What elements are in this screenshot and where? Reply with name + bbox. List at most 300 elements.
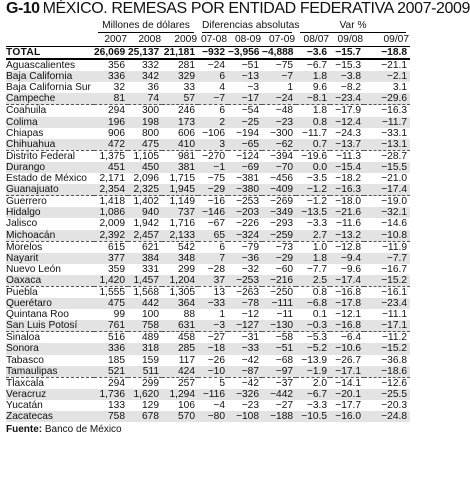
- table-cell: 516: [108, 332, 125, 344]
- table-cell: 99: [113, 309, 125, 321]
- state-name: Sinaloa: [6, 332, 40, 344]
- table-cell: −16.3: [330, 184, 364, 196]
- table-cell: 489: [142, 332, 159, 344]
- group-header-row: [6, 20, 410, 33]
- table-cell: −69: [228, 162, 262, 173]
- table-cell: 173: [162, 117, 198, 128]
- table-cell: −25.5: [364, 389, 410, 400]
- table-cell: −106: [202, 127, 226, 139]
- table-cell: −3: [247, 82, 260, 94]
- table-cell: −226: [236, 218, 260, 230]
- table-cell: −18.2: [335, 173, 362, 185]
- table-cell: −21.0: [381, 173, 407, 185]
- source-text: Banco de México: [44, 424, 122, 436]
- table-cell: −19.0: [381, 196, 407, 208]
- table-cell: −28: [207, 263, 226, 275]
- table-cell: −12.1: [335, 309, 362, 321]
- table-cell: −116: [198, 389, 228, 400]
- table-cell: 381: [162, 162, 198, 173]
- table-cell: 1: [219, 309, 226, 321]
- table-cell: 1,294: [162, 389, 198, 400]
- table-cell: 117: [178, 354, 196, 366]
- table-cell: −62: [262, 139, 296, 151]
- table-cell: −300: [270, 127, 294, 139]
- state-name: Estado de México: [6, 173, 87, 185]
- table-cell: −73: [275, 241, 294, 253]
- table-cell: −14.6: [381, 218, 407, 230]
- table-cell: 1,149: [169, 196, 196, 208]
- table-cell: 332: [142, 60, 159, 72]
- table-cell: 133: [108, 399, 125, 411]
- table-row: [6, 241, 410, 253]
- table-cell: 631: [162, 320, 198, 332]
- table-cell: −13.9: [301, 354, 328, 366]
- state-name: Guerrero: [6, 196, 47, 208]
- table-cell: −12.4: [330, 117, 364, 128]
- table-cell: −18.8: [364, 47, 410, 60]
- total-label: TOTAL: [6, 47, 94, 60]
- table-cell: −253: [228, 275, 262, 287]
- table-cell: −36: [228, 253, 262, 264]
- table-cell: −80: [198, 411, 228, 422]
- table-cell: −3.5: [306, 173, 328, 185]
- table-row: [6, 59, 410, 71]
- table-cell: 2,457: [128, 230, 162, 242]
- table-cell: 1,086: [94, 207, 128, 218]
- table-cell: −21.6: [330, 207, 364, 218]
- column-header: 07-09: [268, 34, 296, 45]
- table-cell: −11: [276, 309, 294, 321]
- table-cell: −24: [262, 93, 296, 105]
- table-cell: 13: [213, 286, 226, 298]
- state-name: Jalisco: [6, 218, 38, 230]
- table-cell: 1,620: [128, 389, 162, 400]
- state-name: Puebla: [6, 286, 38, 298]
- state-name: Chiapas: [6, 127, 44, 139]
- table-cell: −111: [262, 298, 296, 309]
- state-name: Morelos: [6, 241, 43, 253]
- table-cell: 0.8: [296, 117, 330, 128]
- table-cell: 36: [147, 82, 159, 94]
- state-name: Durango: [6, 162, 94, 173]
- state-name: Distrito Federal: [6, 150, 76, 162]
- table-row: [6, 207, 410, 218]
- table-row: [6, 389, 410, 400]
- table-row: [6, 71, 410, 82]
- table-row: [6, 253, 410, 264]
- state-name: Colima: [6, 117, 94, 128]
- state-name: San Luis Potosí: [6, 320, 94, 332]
- table-cell: 906: [108, 127, 125, 139]
- table-row: [6, 117, 410, 128]
- table-row: [6, 332, 410, 344]
- table-cell: −17.8: [330, 298, 364, 309]
- table-row: [6, 320, 410, 332]
- table-cell: −65: [228, 139, 262, 151]
- table-cell: −18.6: [364, 366, 410, 378]
- table-cell: 542: [178, 241, 196, 253]
- table-cell: 299: [178, 263, 196, 275]
- table-cell: 800: [142, 127, 159, 139]
- table-cell: −51: [262, 343, 296, 354]
- table-cell: −51: [241, 60, 260, 72]
- table-cell: −4,888: [262, 47, 296, 60]
- table-cell: 196: [94, 117, 128, 128]
- table-cell: 475: [94, 298, 128, 309]
- table-cell: −58: [275, 332, 294, 344]
- table-cell: −130: [262, 320, 296, 332]
- table-cell: 33: [183, 82, 196, 94]
- table-cell: −381: [236, 173, 260, 185]
- table-cell: 336: [94, 343, 128, 354]
- table-cell: −108: [228, 411, 262, 422]
- table-cell: 331: [142, 263, 159, 275]
- table-cell: 1,402: [133, 196, 159, 208]
- table-cell: 511: [128, 366, 162, 378]
- table-cell: −87: [228, 366, 262, 378]
- table-cell: −11.1: [381, 309, 407, 321]
- table-cell: 678: [128, 411, 162, 422]
- table-cell: 621: [142, 241, 159, 253]
- table-cell: −78: [228, 298, 262, 309]
- table-cell: −9.6: [340, 263, 362, 275]
- table-row: [6, 230, 410, 242]
- table-cell: −1.2: [306, 196, 328, 208]
- table-cell: 2,096: [133, 173, 159, 185]
- table-cell: −3,956: [228, 47, 262, 60]
- table-cell: 25,137: [128, 47, 162, 60]
- table-cell: −13.7: [330, 139, 364, 151]
- column-header: 09/08: [337, 34, 364, 45]
- state-name: Baja California: [6, 71, 94, 82]
- table-row: [6, 355, 410, 366]
- table-cell: −6.7: [296, 389, 330, 400]
- table-cell: 1,942: [133, 218, 159, 230]
- table-cell: −32: [241, 263, 260, 275]
- table-cell: −29.6: [364, 93, 410, 105]
- table-cell: 1.8: [296, 253, 330, 264]
- table-cell: −16.1: [381, 286, 407, 298]
- table-cell: 1,716: [169, 218, 196, 230]
- table-row: [6, 411, 410, 422]
- table-cell: −1.9: [296, 366, 330, 378]
- year-header-row: [6, 33, 410, 47]
- table-cell: −7: [262, 71, 296, 82]
- state-name: Tlaxcala: [6, 377, 44, 389]
- table-cell: −75: [275, 60, 294, 72]
- table-cell: 348: [162, 253, 198, 264]
- table-row: [6, 377, 410, 389]
- table-cell: 1,204: [162, 275, 198, 287]
- table-cell: −20.3: [381, 399, 407, 411]
- table-cell: −27: [207, 332, 226, 344]
- table-cell: −37: [275, 377, 294, 389]
- table-cell: −25: [228, 117, 262, 128]
- table-cell: −54: [241, 105, 260, 117]
- column-header: 07-08: [200, 34, 228, 45]
- state-name: Hidalgo: [6, 207, 94, 218]
- table-cell: 364: [162, 298, 198, 309]
- table-cell: −26: [207, 354, 226, 366]
- table-cell: 6: [219, 105, 226, 117]
- table-cell: −11.6: [336, 218, 362, 230]
- table-cell: −188: [262, 411, 296, 422]
- table-cell: 1,945: [162, 184, 198, 196]
- table-cell: −23.4: [364, 298, 410, 309]
- table-cell: −324: [228, 230, 262, 242]
- table-cell: −15.2: [364, 275, 410, 287]
- table-cell: −15.7: [330, 47, 364, 60]
- table-cell: −21.1: [381, 60, 407, 72]
- table-row: [6, 218, 410, 229]
- table-cell: 1,418: [99, 196, 125, 208]
- table-cell: 1: [287, 82, 294, 94]
- table-cell: −259: [262, 230, 296, 242]
- column-header: 2008: [138, 34, 161, 45]
- table-cell: −97: [262, 366, 296, 378]
- table-cell: −253: [236, 196, 260, 208]
- table-cell: 424: [162, 366, 198, 378]
- table-row: [6, 298, 410, 309]
- table-cell: 521: [94, 366, 128, 378]
- table-cell: 100: [142, 309, 159, 321]
- table-cell: 384: [128, 253, 162, 264]
- table-cell: 1,715: [169, 173, 196, 185]
- table-row: [6, 196, 410, 208]
- table-cell: 294: [108, 105, 125, 117]
- table-cell: 758: [94, 411, 128, 422]
- table-cell: −1.2: [296, 184, 330, 196]
- table-cell: 4: [219, 82, 226, 94]
- table-cell: −6.4: [340, 332, 362, 344]
- table-cell: 1,568: [133, 286, 159, 298]
- table-cell: −4: [213, 399, 226, 411]
- table-cell: 450: [128, 162, 162, 173]
- table-cell: 0.0: [296, 162, 330, 173]
- table-cell: −1: [198, 162, 228, 173]
- group-header-pct: Var %: [300, 20, 406, 33]
- table-cell: −13.2: [330, 230, 364, 242]
- table-cell: −9.4: [330, 253, 364, 264]
- table-cell: 0.1: [312, 309, 328, 321]
- table-cell: 1,736: [94, 389, 128, 400]
- table-cell: −7: [198, 93, 228, 105]
- table-cell: −16: [207, 196, 226, 208]
- state-name: Tamaulipas: [6, 366, 94, 378]
- table-cell: 2,392: [94, 230, 128, 242]
- state-name: Nuevo León: [6, 263, 61, 275]
- table-cell: −17.4: [364, 184, 410, 196]
- table-cell: −42: [241, 354, 260, 366]
- table-cell: 359: [108, 263, 125, 275]
- table-cell: −16.8: [335, 286, 362, 298]
- table-cell: −5.3: [306, 332, 328, 344]
- table-cell: 257: [178, 377, 196, 389]
- table-cell: −24: [207, 60, 226, 72]
- table-cell: −8.2: [340, 82, 362, 94]
- table-cell: 1,375: [99, 150, 125, 162]
- table-cell: 198: [128, 117, 162, 128]
- table-cell: −12.8: [335, 241, 362, 253]
- group-header-usd: Millones de dólares: [98, 20, 194, 33]
- table-cell: −10.8: [364, 230, 410, 242]
- table-cell: 1,457: [128, 275, 162, 287]
- table-cell: −11.7: [302, 127, 328, 139]
- table-cell: 285: [162, 343, 198, 354]
- source-label: Fuente:: [6, 424, 43, 436]
- table-cell: −216: [262, 275, 296, 287]
- state-name: Tabasco: [6, 354, 44, 366]
- remittances-table: [6, 20, 410, 422]
- table-cell: 2.5: [296, 275, 330, 287]
- table-cell: 2.7: [296, 230, 330, 242]
- table-cell: −6.7: [306, 60, 328, 72]
- table-cell: −20.1: [330, 389, 364, 400]
- table-cell: −11.9: [381, 241, 407, 253]
- table-cell: −442: [262, 389, 296, 400]
- table-row: [6, 82, 410, 93]
- table-cell: 81: [94, 93, 128, 105]
- state-name: Michoacán: [6, 230, 94, 242]
- table-row: [6, 275, 410, 287]
- table-row: [6, 162, 410, 173]
- table-row: [6, 309, 410, 320]
- table-cell: −409: [262, 184, 296, 196]
- column-header: 09/07: [383, 34, 409, 45]
- table-cell: 758: [128, 320, 162, 332]
- state-name: Quintana Roo: [6, 309, 69, 321]
- table-cell: 106: [178, 399, 196, 411]
- table-cell: 342: [128, 71, 162, 82]
- table-cell: −28.7: [381, 150, 407, 162]
- table-cell: −17.9: [335, 105, 362, 117]
- table-cell: −67: [207, 218, 226, 230]
- table-cell: 299: [142, 377, 159, 389]
- state-name: Aguascalientes: [6, 60, 76, 72]
- table-cell: 2,354: [94, 184, 128, 196]
- table-cell: −32.1: [364, 207, 410, 218]
- source-note: [6, 424, 410, 435]
- table-row: [6, 264, 410, 275]
- table-cell: −17: [228, 93, 262, 105]
- table-cell: 410: [162, 139, 198, 151]
- table-cell: 981: [178, 150, 196, 162]
- column-header: 08/07: [303, 34, 330, 45]
- table-cell: 74: [128, 93, 162, 105]
- table-cell: 3.1: [392, 82, 407, 94]
- table-cell: −23.4: [330, 93, 364, 105]
- table-cell: −36.8: [381, 354, 407, 366]
- table-cell: 356: [108, 60, 125, 72]
- table-cell: −31: [241, 332, 260, 344]
- table-cell: −124: [236, 150, 260, 162]
- table-cell: −10.5: [296, 411, 330, 422]
- table-cell: −11.7: [364, 117, 410, 128]
- table-cell: 458: [178, 332, 196, 344]
- table-cell: −75: [207, 173, 226, 185]
- table-row: [6, 93, 410, 105]
- table-row: [6, 139, 410, 151]
- table-cell: 2,325: [128, 184, 162, 196]
- table-cell: −60: [275, 263, 294, 275]
- table-cell: 940: [128, 207, 162, 218]
- table-cell: 246: [178, 105, 196, 117]
- table-row: [6, 400, 410, 411]
- table-title-text: MÉXICO. REMESAS POR ENTIDAD FEDERATIVA 2007-2009: [42, 0, 470, 17]
- state-name: Nayarit: [6, 253, 94, 264]
- table-cell: −17.4: [330, 275, 364, 287]
- table-cell: −27: [275, 399, 294, 411]
- table-cell: 1,305: [169, 286, 196, 298]
- table-cell: −18: [198, 343, 228, 354]
- table-cell: 65: [198, 230, 228, 242]
- table-cell: −68: [275, 354, 294, 366]
- table-cell: −380: [228, 184, 262, 196]
- table-cell: 2,133: [162, 230, 198, 242]
- table-cell: −17.1: [364, 320, 410, 332]
- state-name: Campeche: [6, 93, 94, 105]
- table-cell: 1,555: [99, 286, 125, 298]
- table-cell: −13.5: [296, 207, 330, 218]
- table-cell: 0.7: [296, 139, 330, 151]
- table-cell: −16.0: [330, 411, 364, 422]
- table-cell: −12: [241, 309, 260, 321]
- table-cell: 615: [108, 241, 125, 253]
- state-name: Veracruz: [6, 389, 94, 400]
- table-cell: 26,069: [94, 47, 128, 60]
- table-cell: 451: [94, 162, 128, 173]
- table-cell: −10.6: [330, 343, 364, 354]
- table-cell: 21,181: [162, 47, 198, 60]
- table-cell: −16.3: [381, 105, 407, 117]
- table-cell: −3: [198, 320, 228, 332]
- column-header: 2007: [104, 34, 127, 45]
- table-cell: −3.3: [306, 399, 328, 411]
- table-cell: −6.8: [296, 298, 330, 309]
- table-row: [6, 105, 410, 117]
- table-cell: −18.0: [335, 196, 362, 208]
- table-cell: 3: [198, 139, 228, 151]
- table-cell: −2.1: [364, 71, 410, 82]
- column-header: 2009: [174, 34, 198, 45]
- table-cell: 1.0: [312, 241, 328, 253]
- table-cell: 281: [178, 60, 196, 72]
- table-cell: 318: [128, 343, 162, 354]
- table-cell: −15.4: [330, 162, 364, 173]
- group-header-diff: Diferencias absolutas: [202, 20, 300, 31]
- table-cell: −33.1: [381, 127, 407, 139]
- table-cell: 6: [198, 71, 228, 82]
- table-cell: 606: [178, 127, 196, 139]
- table-cell: −19.6: [301, 150, 328, 162]
- table-cell: −11.2: [381, 332, 407, 344]
- table-cell: −26.7: [335, 354, 362, 366]
- table-cell: 37: [198, 275, 228, 287]
- table-cell: −3.3: [306, 218, 328, 230]
- table-cell: −7.7: [306, 263, 328, 275]
- table-cell: 88: [183, 309, 196, 321]
- table-cell: −7.7: [364, 253, 410, 264]
- table-cell: −8.1: [296, 93, 330, 105]
- table-cell: 294: [108, 377, 125, 389]
- table-cell: −23: [262, 117, 296, 128]
- table-cell: −0.3: [296, 320, 330, 332]
- table-cell: −48: [275, 105, 294, 117]
- table-cell: −15.2: [364, 343, 410, 354]
- table-cell: 5: [219, 377, 226, 389]
- table-cell: −16.7: [381, 263, 407, 275]
- table-cell: 0.8: [312, 286, 328, 298]
